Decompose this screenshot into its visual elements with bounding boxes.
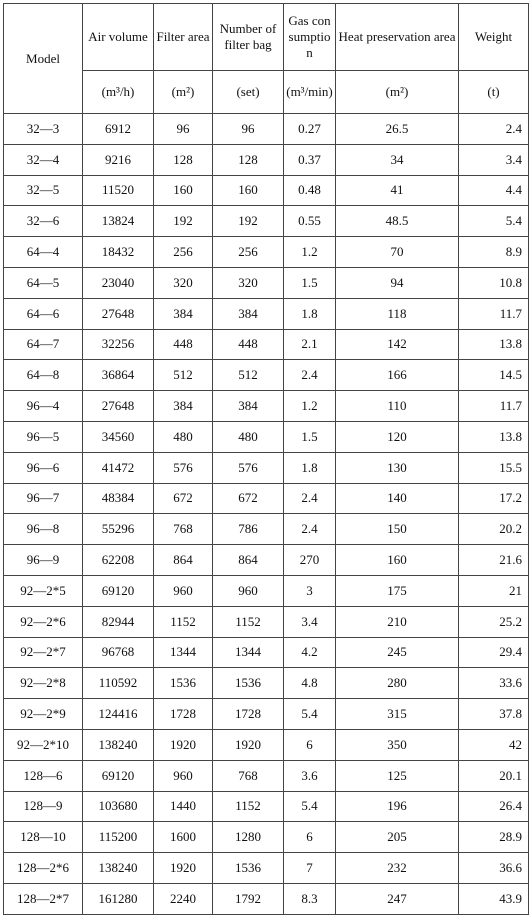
cell-filter-bags: 192 [213,206,284,237]
cell-filter-bags: 160 [213,175,284,206]
cell-air-volume: 69120 [83,760,154,791]
cell-filter-bags: 1152 [213,791,284,822]
cell-air-volume: 27648 [83,391,154,422]
cell-model: 96—5 [4,421,83,452]
cell-filter-bags: 1280 [213,822,284,853]
unit-heat-area: (m²) [336,71,459,114]
cell-filter-area: 320 [154,267,213,298]
cell-air-volume: 36864 [83,360,154,391]
cell-filter-area: 768 [154,514,213,545]
cell-model: 32—4 [4,144,83,175]
cell-gas-consumption: 2.4 [284,360,336,391]
cell-air-volume: 9216 [83,144,154,175]
cell-gas-consumption: 5.4 [284,699,336,730]
table-row [4,391,529,422]
unit-filter-bags: (set) [213,71,284,114]
cell-weight: 17.2 [459,483,529,514]
unit-air-volume: (m³/h) [83,71,154,114]
cell-weight: 29.4 [459,637,529,668]
table-row [4,545,529,576]
table-row [4,237,529,268]
cell-air-volume: 62208 [83,545,154,576]
cell-filter-area: 1920 [154,729,213,760]
unit-weight: (t) [459,71,529,114]
cell-filter-area: 960 [154,575,213,606]
cell-model: 92—2*9 [4,699,83,730]
cell-air-volume: 110592 [83,668,154,699]
cell-gas-consumption: 1.5 [284,421,336,452]
cell-gas-consumption: 1.2 [284,237,336,268]
cell-weight: 15.5 [459,452,529,483]
cell-heat-area: 118 [336,298,459,329]
cell-filter-bags: 256 [213,237,284,268]
cell-gas-consumption: 1.8 [284,298,336,329]
cell-weight: 20.1 [459,760,529,791]
cell-air-volume: 124416 [83,699,154,730]
cell-heat-area: 130 [336,452,459,483]
header-filter-bags: Number of filter bag [213,4,284,71]
cell-heat-area: 142 [336,329,459,360]
cell-filter-bags: 128 [213,144,284,175]
cell-model: 128—10 [4,822,83,853]
table-row [4,360,529,391]
table-row [4,114,529,145]
cell-air-volume: 55296 [83,514,154,545]
cell-heat-area: 196 [336,791,459,822]
cell-filter-bags: 1728 [213,699,284,730]
cell-model: 32—5 [4,175,83,206]
cell-heat-area: 280 [336,668,459,699]
table-row [4,699,529,730]
cell-air-volume: 161280 [83,883,154,914]
cell-weight: 21.6 [459,545,529,576]
cell-weight: 43.9 [459,883,529,914]
header-row [4,4,529,71]
cell-filter-area: 384 [154,298,213,329]
cell-filter-bags: 384 [213,298,284,329]
table-row [4,575,529,606]
cell-heat-area: 245 [336,637,459,668]
table-row [4,452,529,483]
cell-filter-area: 1440 [154,791,213,822]
cell-filter-area: 1600 [154,822,213,853]
cell-filter-area: 256 [154,237,213,268]
table-row [4,206,529,237]
cell-weight: 3.4 [459,144,529,175]
cell-filter-bags: 1536 [213,668,284,699]
cell-heat-area: 166 [336,360,459,391]
table-body [4,114,529,915]
cell-filter-bags: 864 [213,545,284,576]
cell-model: 96—7 [4,483,83,514]
cell-gas-consumption: 6 [284,822,336,853]
cell-weight: 10.8 [459,267,529,298]
cell-filter-bags: 1536 [213,853,284,884]
cell-heat-area: 350 [336,729,459,760]
cell-gas-consumption: 0.37 [284,144,336,175]
table-row [4,853,529,884]
spec-table [3,3,529,915]
cell-model: 64—6 [4,298,83,329]
cell-air-volume: 103680 [83,791,154,822]
cell-filter-bags: 1792 [213,883,284,914]
cell-filter-area: 384 [154,391,213,422]
cell-filter-area: 1920 [154,853,213,884]
table-row [4,267,529,298]
cell-model: 92—2*7 [4,637,83,668]
cell-model: 64—5 [4,267,83,298]
cell-air-volume: 48384 [83,483,154,514]
cell-filter-bags: 512 [213,360,284,391]
cell-heat-area: 210 [336,606,459,637]
header-filter-area: Filter area [154,4,213,71]
cell-weight: 14.5 [459,360,529,391]
cell-model: 96—8 [4,514,83,545]
cell-weight: 28.9 [459,822,529,853]
cell-weight: 42 [459,729,529,760]
cell-weight: 20.2 [459,514,529,545]
cell-gas-consumption: 4.2 [284,637,336,668]
cell-weight: 4.4 [459,175,529,206]
cell-model: 96—4 [4,391,83,422]
cell-model: 92—2*8 [4,668,83,699]
cell-air-volume: 34560 [83,421,154,452]
cell-model: 128—9 [4,791,83,822]
cell-gas-consumption: 0.48 [284,175,336,206]
cell-weight: 13.8 [459,421,529,452]
cell-gas-consumption: 6 [284,729,336,760]
cell-weight: 33.6 [459,668,529,699]
header-model: Model [4,4,83,114]
cell-filter-area: 576 [154,452,213,483]
cell-filter-bags: 448 [213,329,284,360]
cell-air-volume: 138240 [83,853,154,884]
cell-filter-bags: 672 [213,483,284,514]
table-row [4,144,529,175]
cell-air-volume: 96768 [83,637,154,668]
table-row [4,606,529,637]
cell-heat-area: 34 [336,144,459,175]
cell-weight: 26.4 [459,791,529,822]
cell-air-volume: 41472 [83,452,154,483]
cell-weight: 37.8 [459,699,529,730]
cell-filter-bags: 320 [213,267,284,298]
table-row [4,329,529,360]
cell-heat-area: 41 [336,175,459,206]
cell-filter-area: 960 [154,760,213,791]
cell-weight: 11.7 [459,298,529,329]
cell-weight: 2.4 [459,114,529,145]
cell-filter-area: 160 [154,175,213,206]
cell-heat-area: 140 [336,483,459,514]
cell-air-volume: 13824 [83,206,154,237]
cell-air-volume: 138240 [83,729,154,760]
cell-heat-area: 315 [336,699,459,730]
cell-filter-area: 128 [154,144,213,175]
cell-filter-bags: 1344 [213,637,284,668]
cell-heat-area: 205 [336,822,459,853]
cell-filter-area: 1344 [154,637,213,668]
cell-heat-area: 160 [336,545,459,576]
cell-gas-consumption: 1.5 [284,267,336,298]
cell-gas-consumption: 7 [284,853,336,884]
cell-heat-area: 247 [336,883,459,914]
cell-heat-area: 48.5 [336,206,459,237]
cell-model: 64—4 [4,237,83,268]
cell-filter-area: 864 [154,545,213,576]
cell-filter-bags: 786 [213,514,284,545]
cell-filter-bags: 1920 [213,729,284,760]
cell-model: 92—2*5 [4,575,83,606]
cell-gas-consumption: 3 [284,575,336,606]
cell-air-volume: 69120 [83,575,154,606]
cell-gas-consumption: 3.4 [284,606,336,637]
cell-filter-area: 1536 [154,668,213,699]
header-heat-area: Heat preservation area [336,4,459,71]
cell-filter-bags: 576 [213,452,284,483]
table-row [4,483,529,514]
units-row [4,71,529,114]
cell-gas-consumption: 8.3 [284,883,336,914]
table-row [4,760,529,791]
cell-heat-area: 175 [336,575,459,606]
table-row [4,883,529,914]
cell-model: 32—6 [4,206,83,237]
cell-model: 92—2*10 [4,729,83,760]
cell-model: 128—2*6 [4,853,83,884]
cell-weight: 11.7 [459,391,529,422]
cell-air-volume: 82944 [83,606,154,637]
unit-filter-area: (m²) [154,71,213,114]
cell-model: 64—8 [4,360,83,391]
cell-weight: 36.6 [459,853,529,884]
cell-filter-area: 96 [154,114,213,145]
cell-gas-consumption: 1.8 [284,452,336,483]
cell-filter-area: 480 [154,421,213,452]
cell-heat-area: 94 [336,267,459,298]
cell-air-volume: 115200 [83,822,154,853]
cell-weight: 13.8 [459,329,529,360]
table-row [4,822,529,853]
cell-weight: 8.9 [459,237,529,268]
cell-filter-area: 1152 [154,606,213,637]
cell-filter-bags: 96 [213,114,284,145]
table-row [4,514,529,545]
cell-heat-area: 125 [336,760,459,791]
cell-model: 96—6 [4,452,83,483]
cell-model: 64—7 [4,329,83,360]
cell-air-volume: 23040 [83,267,154,298]
cell-gas-consumption: 0.55 [284,206,336,237]
cell-air-volume: 6912 [83,114,154,145]
cell-weight: 21 [459,575,529,606]
cell-gas-consumption: 5.4 [284,791,336,822]
table-row [4,729,529,760]
cell-model: 32—3 [4,114,83,145]
cell-weight: 25.2 [459,606,529,637]
table-row [4,421,529,452]
cell-filter-bags: 384 [213,391,284,422]
cell-heat-area: 70 [336,237,459,268]
header-weight: Weight [459,4,529,71]
header-gas-consumption: Gas consumption [284,4,336,71]
cell-heat-area: 110 [336,391,459,422]
table-row [4,791,529,822]
cell-filter-bags: 960 [213,575,284,606]
cell-gas-consumption: 2.4 [284,514,336,545]
cell-filter-bags: 1152 [213,606,284,637]
cell-filter-area: 2240 [154,883,213,914]
header-air-volume: Air volume [83,4,154,71]
cell-gas-consumption: 1.2 [284,391,336,422]
cell-filter-area: 672 [154,483,213,514]
cell-filter-area: 192 [154,206,213,237]
cell-air-volume: 18432 [83,237,154,268]
cell-air-volume: 11520 [83,175,154,206]
cell-filter-bags: 480 [213,421,284,452]
cell-filter-area: 1728 [154,699,213,730]
cell-model: 92—2*6 [4,606,83,637]
cell-heat-area: 232 [336,853,459,884]
table-row [4,668,529,699]
unit-gas-consumption: (m³/min) [284,71,336,114]
table-row [4,298,529,329]
cell-air-volume: 27648 [83,298,154,329]
cell-gas-consumption: 2.4 [284,483,336,514]
cell-heat-area: 150 [336,514,459,545]
cell-model: 128—2*7 [4,883,83,914]
cell-model: 96—9 [4,545,83,576]
cell-gas-consumption: 270 [284,545,336,576]
cell-gas-consumption: 2.1 [284,329,336,360]
cell-gas-consumption: 0.27 [284,114,336,145]
cell-filter-area: 448 [154,329,213,360]
cell-gas-consumption: 4.8 [284,668,336,699]
cell-weight: 5.4 [459,206,529,237]
table-row [4,637,529,668]
cell-model: 128—6 [4,760,83,791]
cell-filter-area: 512 [154,360,213,391]
table-row [4,175,529,206]
cell-heat-area: 120 [336,421,459,452]
cell-air-volume: 32256 [83,329,154,360]
cell-filter-bags: 768 [213,760,284,791]
cell-heat-area: 26.5 [336,114,459,145]
cell-gas-consumption: 3.6 [284,760,336,791]
